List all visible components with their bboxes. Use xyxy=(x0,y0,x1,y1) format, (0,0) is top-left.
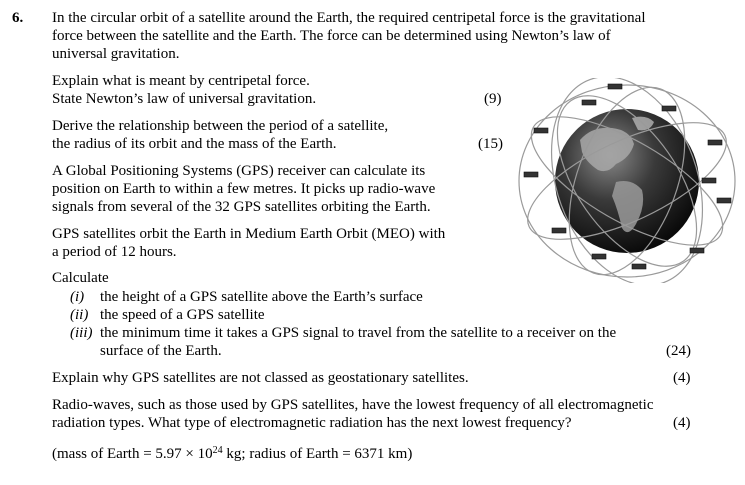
meo-line-2: a period of 12 hours. xyxy=(52,244,177,260)
calc-item-i xyxy=(70,288,423,306)
constants-exponent: 24 xyxy=(212,445,223,456)
calc-item-ii xyxy=(70,306,265,324)
satellite-icon xyxy=(534,128,548,133)
satellite-icon xyxy=(662,106,676,111)
satellite-icon xyxy=(702,178,716,183)
question-number: 6. xyxy=(12,10,24,26)
calc-item-ii-text: the speed of a GPS satellite xyxy=(100,307,265,323)
calc-item-iii-label: (iii) xyxy=(70,325,93,341)
calc-item-i-text: the height of a GPS satellite above the Earth’s surface xyxy=(100,289,423,305)
radio-line-1: Radio-waves, such as those used by GPS satellites, have the lowest frequency of all electromagnetic xyxy=(52,397,654,413)
geo-marks: (4) xyxy=(673,370,691,386)
intro-line-2: force between the satellite and the Earth. The force can be determined using Newton’s law of xyxy=(52,28,611,44)
part2-line-2: the radius of its orbit and the mass of the Earth. xyxy=(52,136,337,152)
calc-marks: (24) xyxy=(666,343,691,359)
constants-prefix: (mass of Earth = 5.97 × 10 xyxy=(52,446,213,462)
geo-line: Explain why GPS satellites are not classed as geostationary satellites. xyxy=(52,370,469,386)
calc-item-i-label: (i) xyxy=(70,289,85,305)
satellite-icon xyxy=(690,248,704,253)
calc-continuation: surface of the Earth. xyxy=(100,343,222,359)
calc-item-iii xyxy=(70,324,617,342)
satellite-icon xyxy=(524,172,538,177)
gps-line-1: A Global Positioning Systems (GPS) receiver can calculate its xyxy=(52,163,426,179)
gps-line-3: signals from several of the 32 GPS satellites orbiting the Earth. xyxy=(52,199,431,215)
satellite-icon xyxy=(592,254,606,259)
calculate-heading: Calculate xyxy=(52,270,109,286)
part1-marks: (9) xyxy=(484,91,502,107)
satellite-icon xyxy=(717,198,731,203)
part2-line-1: Derive the relationship between the period of a satellite, xyxy=(52,118,389,134)
part2-marks: (15) xyxy=(478,136,503,152)
satellite-icon xyxy=(608,84,622,89)
gps-line-2: position on Earth to within a few metres. It picks up radio-wave xyxy=(52,181,436,197)
constants-line xyxy=(52,445,412,463)
satellite-icon xyxy=(632,264,646,269)
radio-marks: (4) xyxy=(673,415,691,431)
satellite-icon xyxy=(708,140,722,145)
gps-constellation-image xyxy=(512,78,742,283)
part1-line-2: State Newton’s law of universal gravitation. xyxy=(52,91,317,107)
constants-suffix: kg; radius of Earth = 6371 km) xyxy=(222,446,413,462)
meo-line-1: GPS satellites orbit the Earth in Medium Earth Orbit (MEO) with xyxy=(52,226,446,242)
satellite-icon xyxy=(552,228,566,233)
calc-item-ii-label: (ii) xyxy=(70,307,89,323)
radio-line-2: radiation types. What type of electromagnetic radiation has the next lowest frequency? xyxy=(52,415,572,431)
calc-item-iii-text: the minimum time it takes a GPS signal to travel from the satellite to a receiver on the xyxy=(100,325,617,341)
intro-line-1: In the circular orbit of a satellite around the Earth, the required centripetal force is the gravitational xyxy=(52,10,646,26)
intro-line-3: universal gravitation. xyxy=(52,46,180,62)
satellite-icon xyxy=(582,100,596,105)
part1-line-1: Explain what is meant by centripetal force. xyxy=(52,73,310,89)
